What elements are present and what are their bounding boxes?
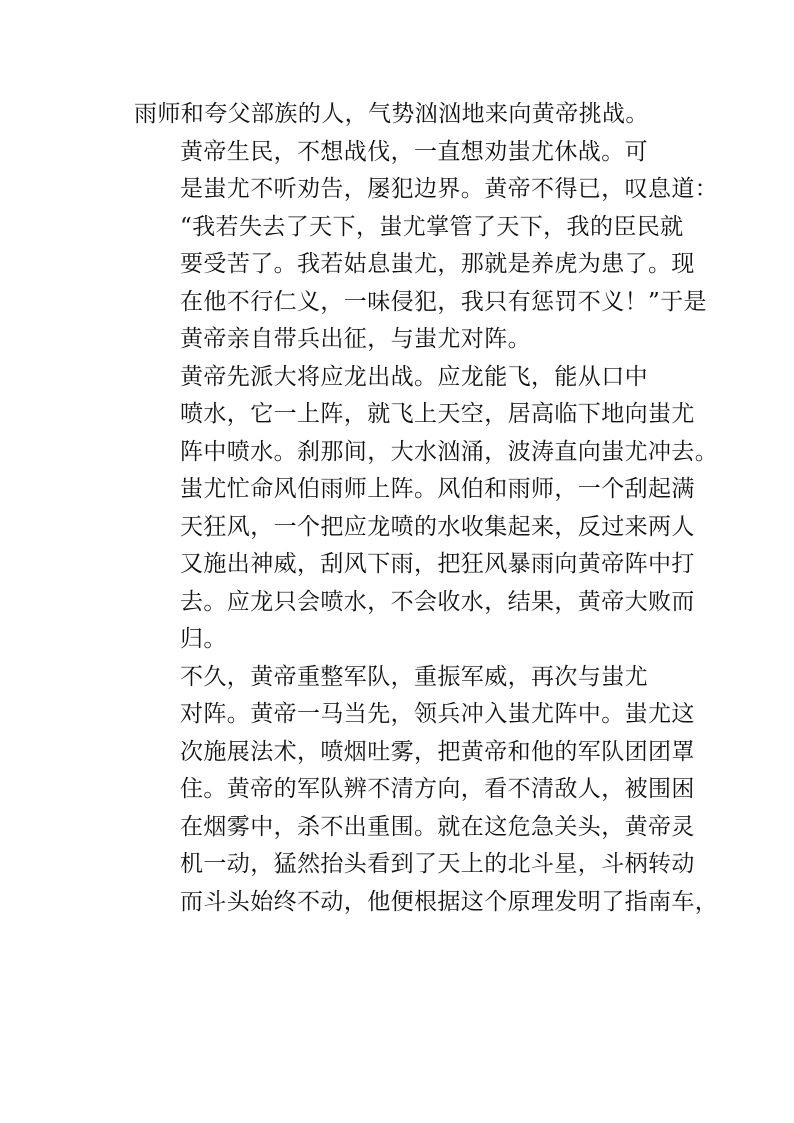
text-line: 不久，黄帝重整军队，重振军威，再次与蚩尤 [180, 663, 648, 690]
text-line: 黄帝亲自带兵出征，与蚩尤对阵。 [180, 326, 531, 352]
paragraph-1 [134, 96, 694, 134]
paragraph-3 [134, 359, 719, 659]
paragraph-4 [134, 659, 719, 922]
text-line: 雨师和夸父部族的人，气势汹汹地来向黄帝挑战。 [134, 101, 649, 127]
text-line: 对阵。黄帝一马当先，领兵冲入蚩尤阵中。蚩尤这 [180, 701, 695, 727]
text-line: 在他不行仁义，一味侵犯，我只有惩罚不义！”于是 [180, 288, 707, 315]
text-line: 而斗头始终不动，他便根据这个原理发明了指南车， [180, 888, 719, 915]
text-line: 又施出神威，刮风下雨，把狂风暴雨向黄帝阵中打 [180, 551, 695, 577]
paragraph-2 [134, 134, 719, 359]
text-line: 喷水，它一上阵，就飞上天空，居高临下地向蚩尤 [180, 401, 695, 427]
text-line: 是蚩尤不听劝告，屡犯边界。黄帝不得已，叹息道： [180, 176, 719, 202]
text-line: 蚩尤忙命风伯雨师上阵。风伯和雨师，一个刮起满 [180, 476, 695, 502]
text-line: 归。 [180, 626, 227, 652]
text-line: 去。应龙只会喷水，不会收水，结果，黄帝大败而 [180, 588, 695, 615]
text-line: 天狂风，一个把应龙喷的水收集起来，反过来两人 [180, 513, 695, 540]
text-line: 在烟雾中，杀不出重围。就在这危急关头，黄帝灵 [180, 813, 695, 840]
text-line: 黄帝生民，不想战伐，一直想劝蚩尤休战。可 [180, 138, 648, 165]
body-text [134, 96, 719, 921]
text-line: 黄帝先派大将应龙出战。应龙能飞，能从口中 [180, 363, 648, 390]
text-line: “我若失去了天下，蚩尤掌管了天下，我的臣民就 [180, 213, 684, 240]
text-line: 阵中喷水。刹那间，大水汹涌，波涛直向蚩尤冲去。 [180, 438, 719, 465]
text-line: 次施展法术，喷烟吐雾，把黄帝和他的军队团团罩 [180, 738, 695, 765]
text-line: 住。黄帝的军队辨不清方向，看不清敌人，被围困 [180, 776, 695, 802]
text-line: 要受苦了。我若姑息蚩尤，那就是养虎为患了。现 [180, 251, 695, 277]
text-line: 机一动，猛然抬头看到了天上的北斗星，斗柄转动 [180, 851, 695, 877]
